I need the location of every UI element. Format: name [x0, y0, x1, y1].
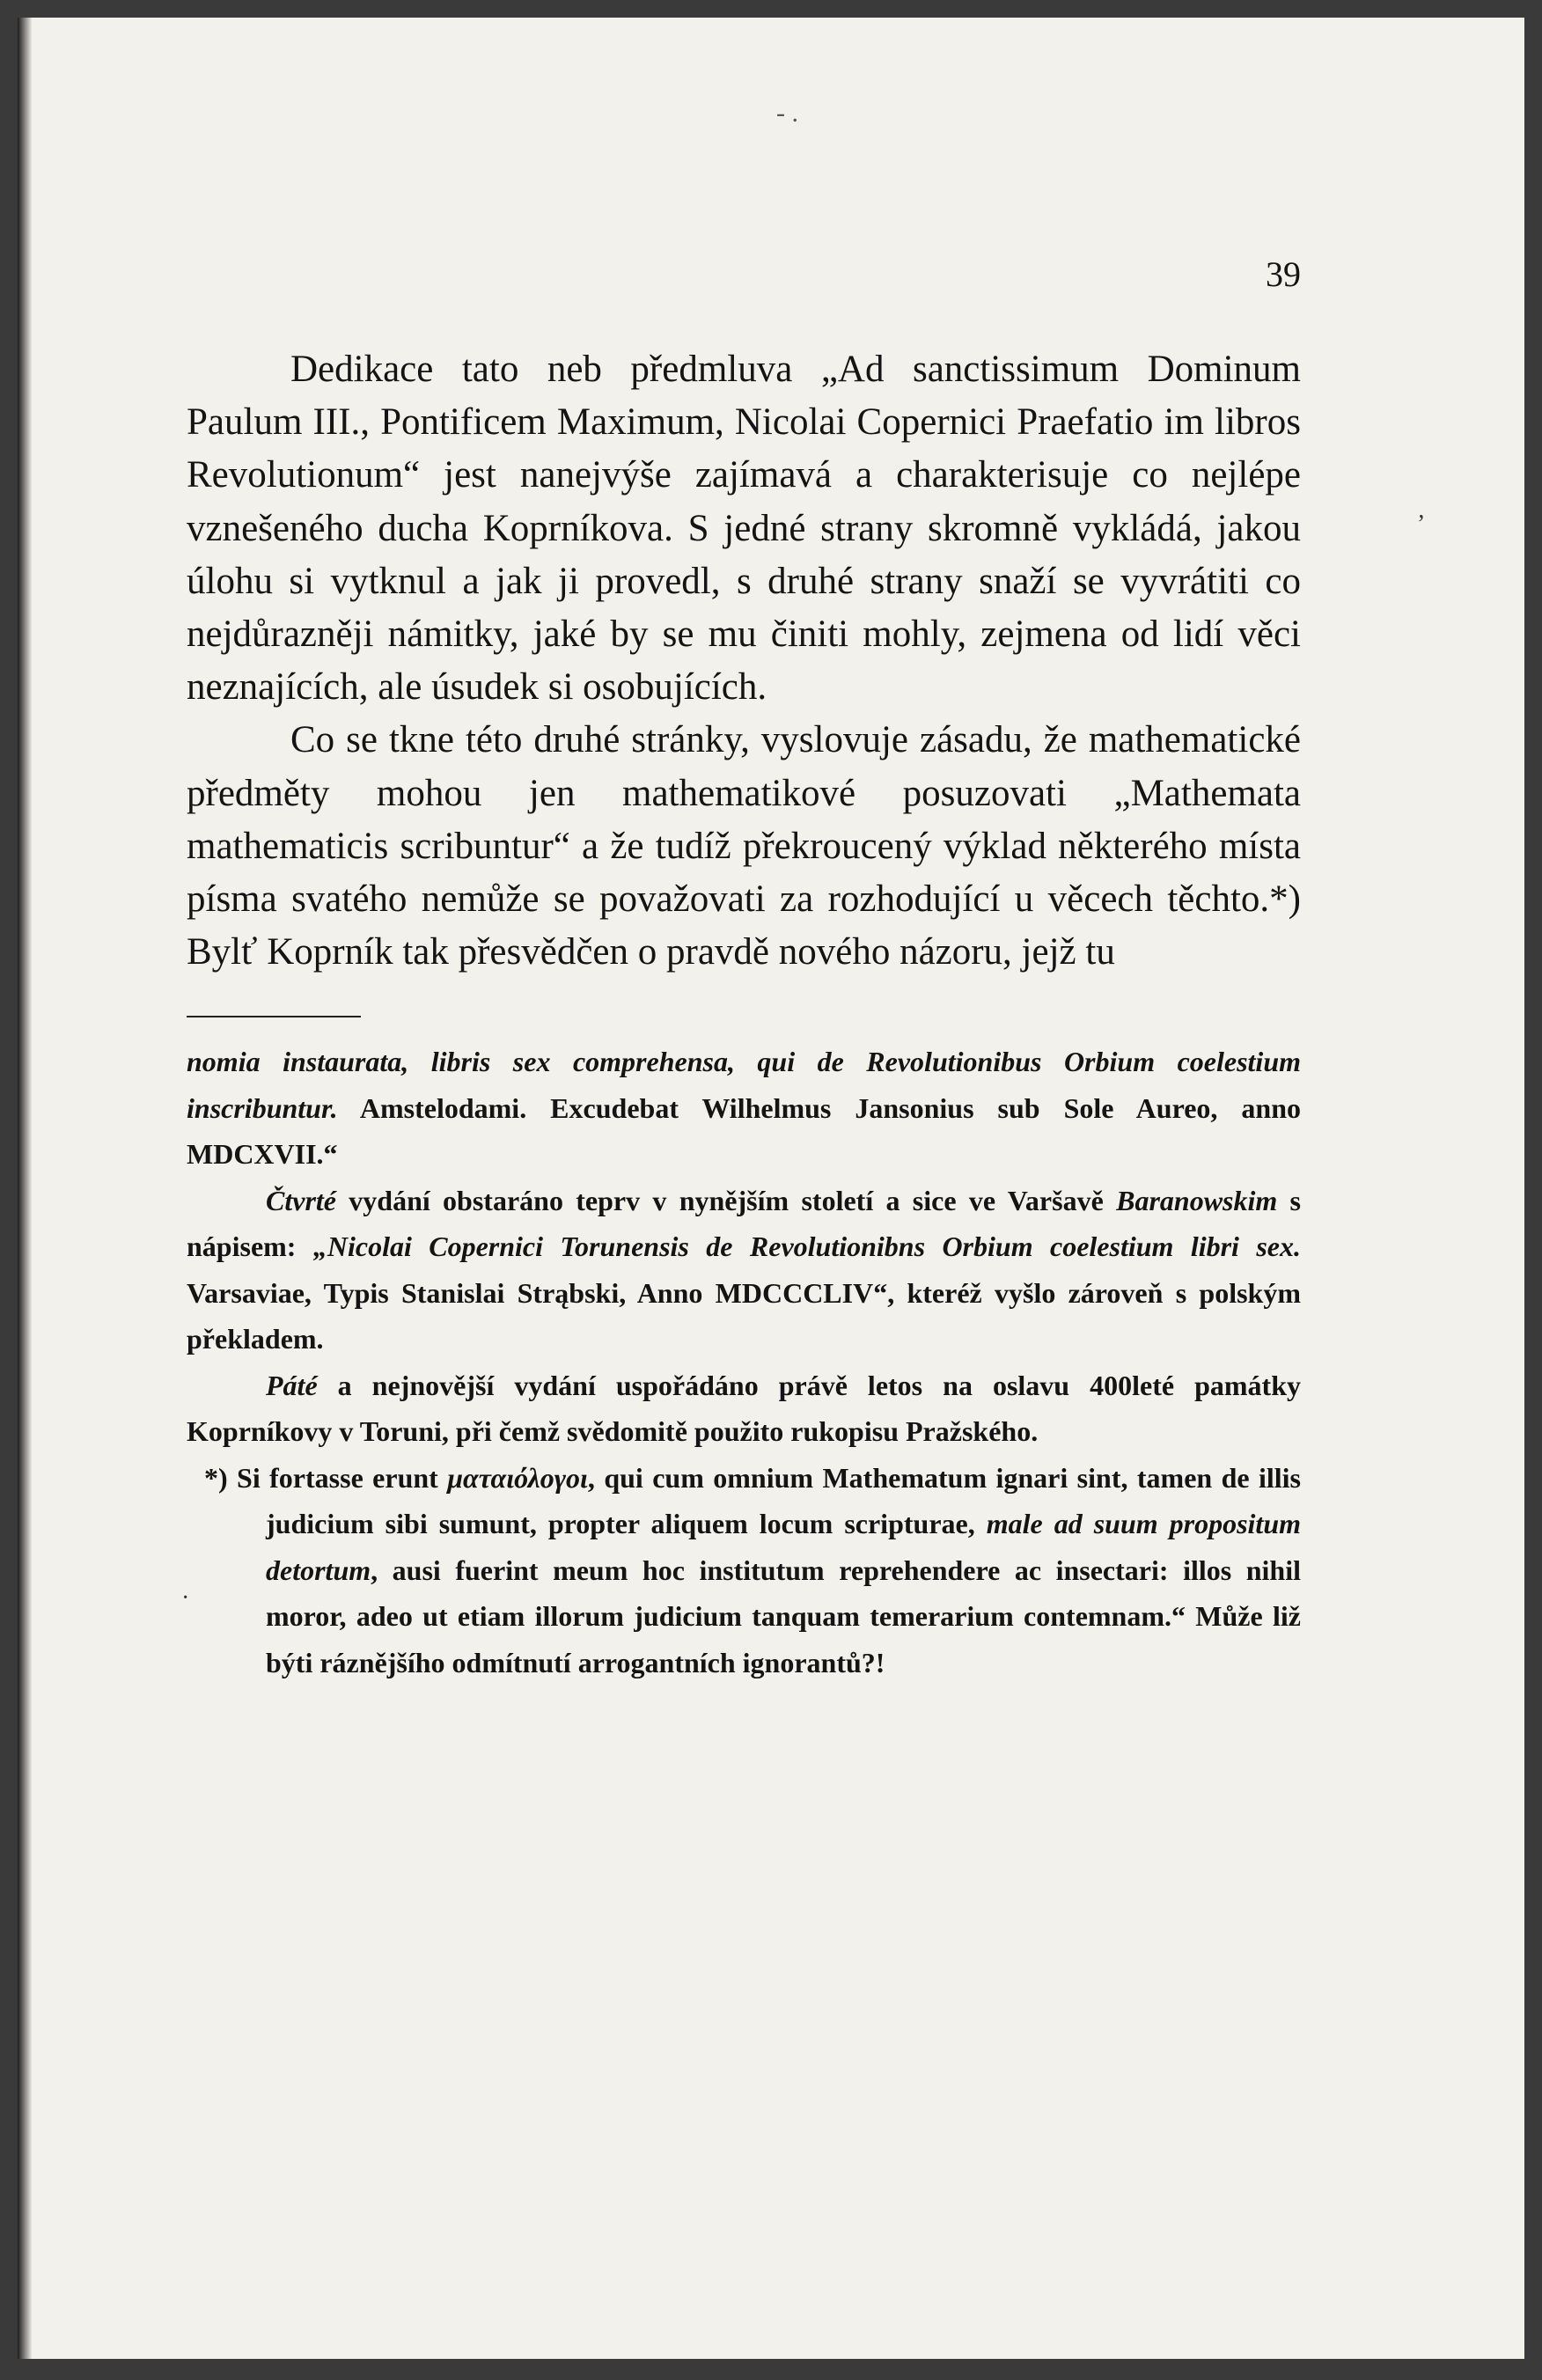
paragraph-1: Dedikace tato neb předmluva „Ad sanctissimum Dominum Paulum III., Pontificem Maximum, Nicolai Copernici Praefatio im libros Revolutionum“ jest nanejvýše zajímavá a charakterisuje co nejlépe vznešeného ducha Koprníkova. S jedné strany skromně vykládá, jakou úlohu si vytknul a jak ji provedl, s druhé strany snaží se vyvrátiti co nejdůrazněji námitky, jaké by se mu činiti mohly, zejmena od lidí věci neznajících, ale úsudek si osobujících. — [187, 349, 1301, 709]
note-fourth-name: Baranowskim — [1116, 1184, 1278, 1216]
margin-dot: · — [181, 1584, 190, 1612]
note-continued-text: Amstelodami. Excudebat Wilhelmus Jansonius sub Sole Aureo, anno MDCXVII.“ — [187, 1091, 1301, 1171]
note-fourth-text1: vydání obstaráno teprv v nynějším století a sice ve Varšavě — [335, 1184, 1117, 1216]
note-fourth-title: „Nicolai Copernici Torunensis de Revolutionibns Orbium coelestium libri sex. — [312, 1230, 1302, 1263]
note-fourth-text3: Varsaviae, Typis Stanislai Strąbski, Anno MDCCCLIV“, kteréž vyšlo zároveň s polským překladem. — [187, 1276, 1301, 1355]
footnote-text3: , ausi fuerint meum hoc institutum reprehendere ac insectari: illos nihil moror, adeo ut etiam illorum judicium tanquam temerarium contemnam.“ Může liž býti ráznějšího odmítnutí arrogantních ignorantů?! — [266, 1554, 1301, 1678]
page-top-mark: - . — [776, 99, 798, 128]
note-fourth-edition — [187, 1178, 1301, 1363]
footnote-greek: ματαιόλογοι — [447, 1461, 588, 1494]
text-block — [187, 343, 1301, 1686]
main-text — [187, 343, 1301, 979]
page-left-edge — [18, 18, 32, 2359]
footnotes — [187, 1039, 1301, 1686]
note-fifth-text: a nejnovější vydání uspořádáno právě letos na oslavu 400leté památky Koprníkovy v Toruni, při čemž svědomitě použito rukopisu Pražského. — [187, 1369, 1301, 1448]
footnote-text1: Si fortasse erunt — [227, 1461, 448, 1494]
note-fourth-text2: s nápisem: — [187, 1184, 1302, 1263]
margin-speck: ʼ — [1417, 511, 1426, 538]
footnote-star — [187, 1455, 1301, 1686]
note-fifth-lead: Páté — [266, 1369, 318, 1401]
footnote-italic: male ad suum propositum detortum — [266, 1508, 1302, 1586]
footnote-text2: , qui cum omnium Mathematum ignari sint, tamen de illis judicium sibi sumunt, propter aliquem locum scripturae, — [266, 1461, 1302, 1540]
note-continued — [187, 1039, 1301, 1178]
footnote-marker: *) — [204, 1461, 228, 1494]
note-continued-italic: nomia instaurata, libris sex comprehensa, qui de Revolutionibus Orbium coelestium inscribuntur. — [187, 1046, 1301, 1124]
footnote-rule — [187, 1016, 361, 1017]
note-fifth-edition — [187, 1363, 1301, 1455]
book-page — [18, 18, 1524, 2359]
note-fourth-lead: Čtvrté — [266, 1184, 336, 1216]
page-number: 39 — [1266, 254, 1301, 294]
paragraph-2: Co se tkne této druhé stránky, vyslovuje zásadu, že mathematické předměty mohou jen mathematikové posuzovati „Mathemata mathematicis scribuntur“ a že tudíž překroucený výklad některého místa písma svatého nemůže se považovati za rozhodující u věcech těchto.*) Bylť Koprník tak přesvědčen o pravdě nového názoru, jejž tu — [187, 719, 1301, 973]
